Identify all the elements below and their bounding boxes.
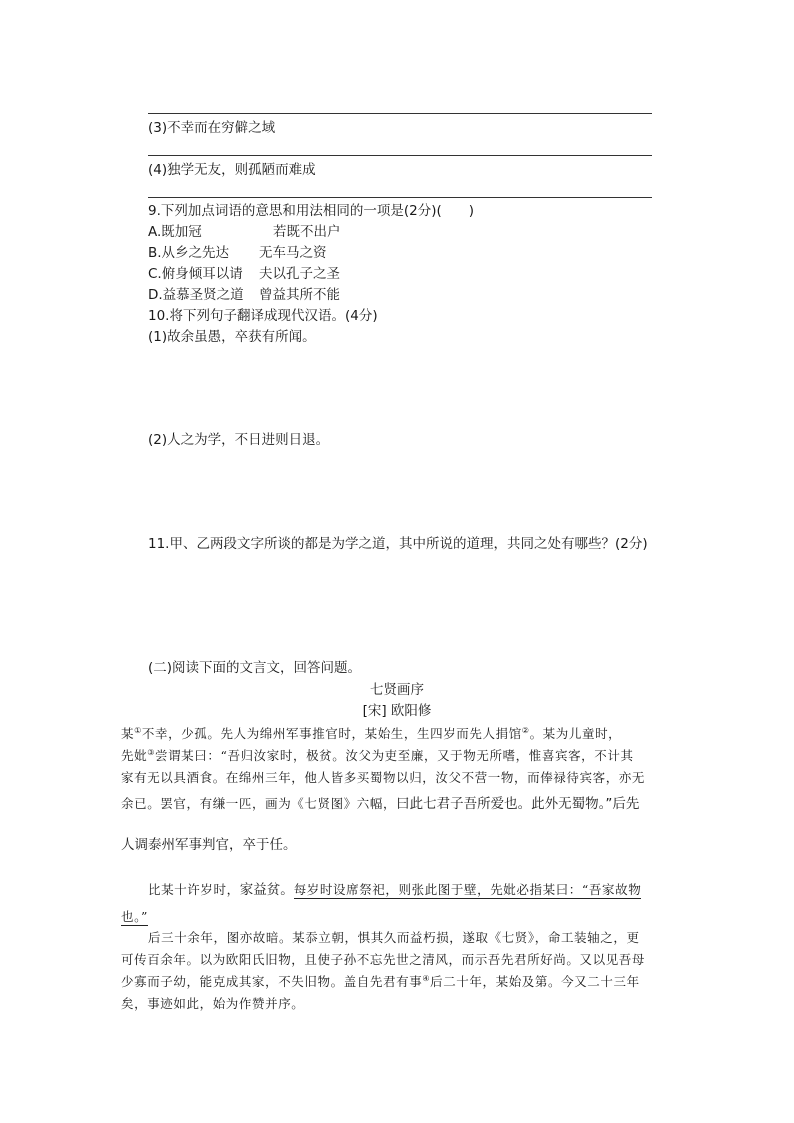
- passage-p1-line-5: 人调泰州军事判官，卒于任。: [121, 837, 297, 853]
- footnote-marker-3: ③: [147, 748, 155, 757]
- q10-sentence-2: (2)人之为学，不日进则日退。: [148, 432, 330, 448]
- q9-option-b-left: B.从乡之先达: [148, 245, 230, 261]
- q9-option-c-left: C.俯身倾耳以请: [148, 266, 243, 282]
- q9-stem: 9.下列加点词语的意思和用法相同的一项是(2分)( ): [148, 203, 475, 219]
- passage-title: 七贤画序: [370, 682, 424, 698]
- footnote-marker-1: ①: [134, 726, 142, 735]
- q10-stem: 10.将下列句子翻译成现代汉语。(4分): [148, 308, 378, 324]
- passage-p1-line-2: 先妣③尝谓某曰：“吾归汝家时，极贫。汝父为吏至廉，又于物无所嗜，惟喜宾客，不计其: [121, 748, 634, 763]
- q9-option-a-left: A.既加冠: [148, 224, 202, 240]
- underlined-sentence: 每岁时设席祭祀，则张此图于壁，先妣必指某曰：“吾家故物: [293, 882, 642, 897]
- passage-p3-line-3: 少寡而子幼，能克成其家，不失旧物。盖自先君有事④后二十年，某始及第。今又二十三年: [121, 974, 640, 989]
- q8-item-3: (3)不幸而在穷僻之域: [148, 120, 276, 136]
- passage-p1-line-1: 某①不幸，少孤。先人为绵州军事推官时，某始生，生四岁而先人捐馆②。某为儿童时，: [121, 726, 622, 741]
- q9-option-d-right: 曾益其所不能: [259, 287, 340, 303]
- passage-p2-line-1: 比某十许岁时，家益贫。每岁时设席祭祀，则张此图于壁，先妣必指某曰：“吾家故物: [148, 882, 642, 898]
- footnote-marker-2: ②: [521, 726, 530, 735]
- part2-intro: (二)阅读下面的文言文，回答问题。: [148, 660, 362, 676]
- passage-p3-line-4: 矣，事迹如此，始为作赞并序。: [121, 996, 305, 1011]
- q10-sentence-1: (1)故余虽愚，卒获有所闻。: [148, 329, 316, 345]
- footnote-marker-4: ④: [422, 974, 431, 983]
- q9-option-a-right: 若既不出户: [273, 224, 341, 240]
- passage-p1-line-4: 余已。罢官，有缣一匹，画为《七贤图》六幅，曰此七君子吾所爱也。此外无蜀物。”后先: [121, 796, 640, 812]
- passage-p2-line-2: 也。”: [121, 909, 148, 924]
- passage-author: [宋] 欧阳修: [362, 703, 432, 719]
- q11-stem: 11.甲、乙两段文字所谈的都是为学之道，其中所说的道理，共同之处有哪些？(2分): [148, 536, 648, 552]
- answer-line-2: [148, 155, 652, 156]
- q9-option-d-left: D.益慕圣贤之道: [148, 287, 244, 303]
- passage-p3-line-1: 后三十余年，图亦故暗。某忝立朝，惧其久而益朽损，遂取《七贤》，命工装轴之，更: [148, 930, 640, 945]
- passage-p3-line-2: 可传百余年。以为欧阳氏旧物，且使子孙不忘先世之清风，而示吾先君所好尚。又以见吾母: [121, 952, 646, 967]
- q8-item-4: (4)独学无友，则孤陋而难成: [148, 162, 316, 178]
- q9-option-b-right: 无车马之资: [259, 245, 327, 261]
- q9-option-c-right: 夫以孔子之圣: [259, 266, 340, 282]
- answer-line-1: [148, 113, 652, 114]
- answer-line-3: [148, 197, 652, 198]
- passage-p1-line-3: 家有无以具酒食。在绵州三年，他人皆多买蜀物以归，汝父不营一物，而俸禄待宾客，亦无: [121, 770, 646, 785]
